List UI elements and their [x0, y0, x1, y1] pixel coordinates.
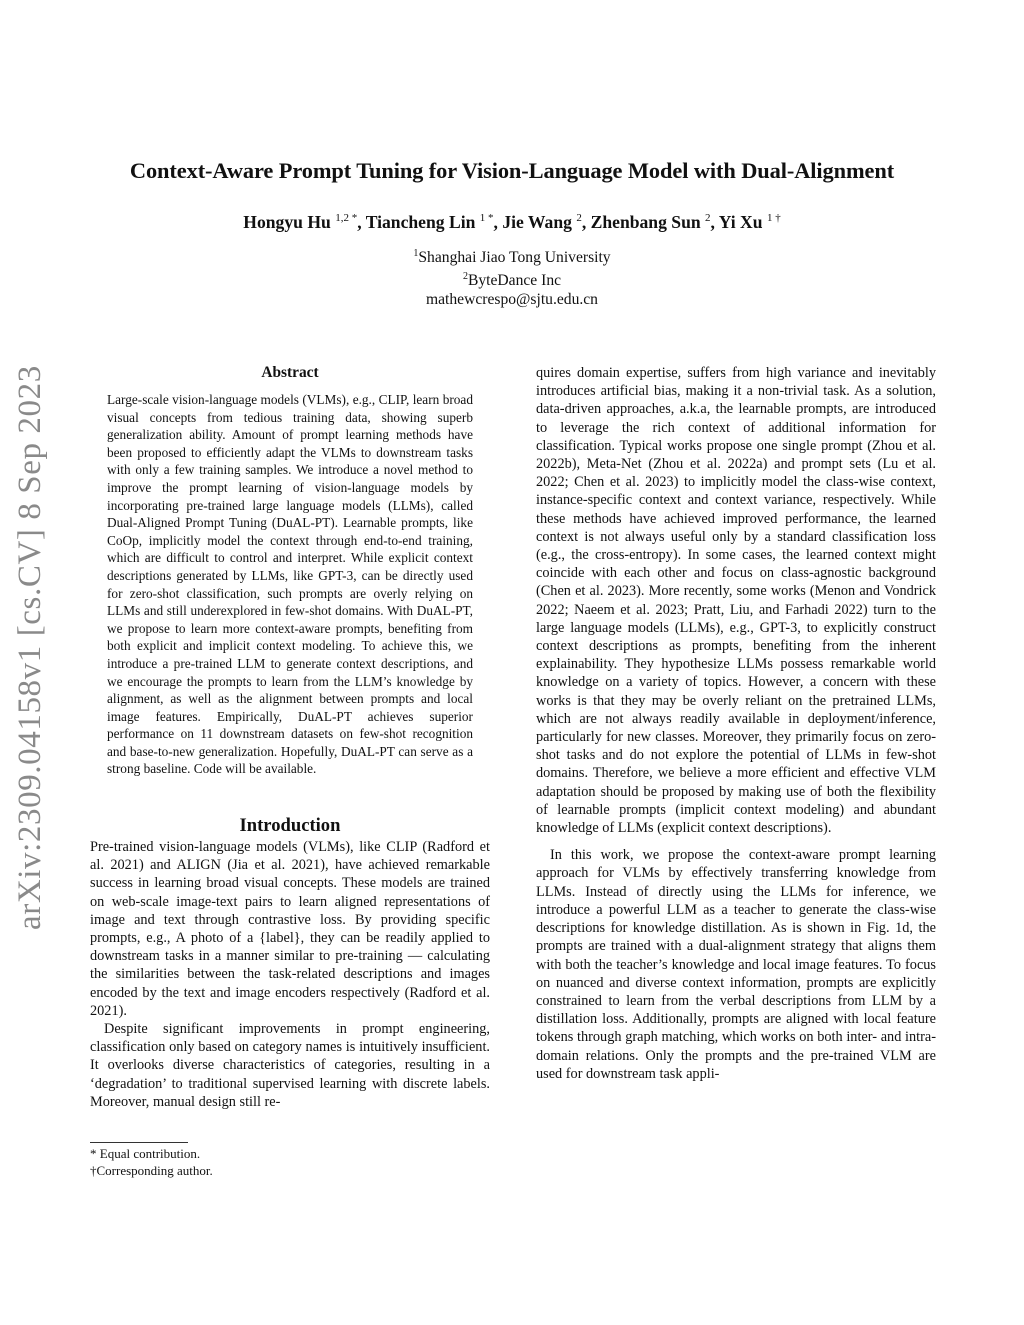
- author-affil-mark: 2: [705, 212, 711, 225]
- author-list: Hongyu Hu $^{1,2 *}$, Tiancheng Lin $^{1 *}$, Jie Wang $^2$, Zhenbang Sun $^2$, Yi Xu $^{1 \dagger}$: [243, 212, 781, 232]
- author-name: Yi Xu: [718, 212, 763, 232]
- abstract-paragraph: Large-scale vision-language models (VLMs), e.g., CLIP, learn broad visual concepts from tedious training data, showing superb generalization ability. Amount of prompt learning methods have been proposed to efficiently adapt the VLMs to downstream tasks with only a few training samples. We introduce a novel method to improve the prompt learning of vision-language models by incorporating pre-trained large language models (LLMs), called Dual-Aligned Prompt Tuning (DuAL-PT). Learnable prompts, like CoOp, implicitly model the context through end-to-end training, which are difficult to control and interpret. While explicit context descriptions generated by LLMs, like GPT-3, can be directly used for zero-shot classification, such prompts are overly relying on LLMs and still underexplored in few-shot domains. With DuAL-PT, we propose to learn more context-aware prompts, benefiting from both explicit and implicit context modeling. To achieve this, we introduce a pre-trained LLM to generate context descriptions, and we encourage the prompts to learn from the LLM’s knowledge by alignment, as well as the alignment between prompts and local image features. Empirically, DuAL-PT achieves superior performance on 11 downstream datasets on few-shot recognition and base-to-new generalization. Hopefully, DuAL-PT can serve as a strong baseline. Code will be available.: [107, 392, 473, 777]
- intro-paragraph: quires domain expertise, suffers from high variance and inevitably introduces artificial bias, making it a non-trivial task. As a solution, data-driven approaches, a.k.a, the learnable prompts, are introduced to leverage the rich context of additional information for classification. Typical works propose one single prompt (Zhou et al. 2022b), Meta-Net (Zhou et al. 2022a) and prompt sets (Lu et al. 2022; Chen et al. 2023) to implicitly model the class-wise context, instance-specific context and context variance, respectively. While these methods have achieved improved performance, the learned context is not always useful only by a standard classification loss (e.g., the cross-entropy). In some cases, the learned context might coincide with each other and focus on class-agnostic background (Chen et al. 2023). More recently, some works (Menon and Vondrick 2022; Naeem et al. 2023; Pratt, Liu, and Farhadi 2022) turn to the large language models (LLMs), e.g., GPT-3, to explicitly construct context descriptions as prompts, benefiting from the inherent explainability. They hypothesize LLMs possess remarkable world knowledge on a variety of topics. However, a concern with these works is that they may be overly reliant on the pretrained LLMs, which are not always readily available in deployment/inference, particularly for new classes. Moreover, they primarily focus on zero-shot tasks and do not explore the potential of LLMs in few-shot domains. Therefore, we believe a more efficient and effective VLM adaptation should be proposed by making use of both the flexibility of learnable prompts (implicit context modeling) and abundant knowledge of LLMs (explicit context descriptions).: [536, 365, 936, 837]
- section-heading-introduction: Introduction: [239, 815, 341, 836]
- author-email: mathewcrespo@sjtu.edu.cn: [426, 291, 598, 309]
- paper-title: Context-Aware Prompt Tuning for Vision-Language Model with Dual-Alignment: [129, 158, 895, 183]
- intro-paragraph: Pre-trained vision-language models (VLMs), like CLIP (Radford et al. 2021) and ALIGN (Jia et al. 2021), have achieved remarkable success in learning broad visual concepts. These models are trained on web-scale image-text pairs to learn aligned representations of image and text through contrastive loss. By providing specific prompts, e.g., A photo of a {label}, they can be readily applied to downstream tasks in a manner similar to pre-training — calculating the similarities between the task-related descriptions and images encoded by the text and image encoders respectively (Radford et al. 2021).: [90, 839, 490, 1019]
- author-name: Zhenbang Sun: [590, 212, 701, 232]
- affiliation: $^1$Shanghai Jiao Tong University: [413, 248, 611, 267]
- footnote: * Equal contribution.: [90, 1146, 201, 1161]
- affiliation: $^2$ByteDance Inc: [462, 271, 562, 290]
- author-name: Tiancheng Lin: [365, 212, 476, 232]
- intro-paragraph: Despite significant improvements in prompt engineering, classification only based on category names is intuitively insufficient. It overlooks diverse characteristics of categories, resulting in a ‘degradation’ to traditional supervised learning with discrete labels. Moreover, manual design still re-: [90, 1021, 490, 1110]
- abstract-body: [107, 391, 473, 778]
- left-column-body: [90, 838, 490, 1111]
- footnotes: [90, 1145, 213, 1179]
- right-column-body: [536, 364, 936, 1083]
- author-name: Jie Wang: [502, 212, 572, 232]
- author-affil-mark: 2: [576, 212, 582, 225]
- affiliations: [0, 244, 1024, 309]
- footnote-divider: [90, 1142, 188, 1143]
- arxiv-stamp: arXiv:2309.04158v1 [cs.CV] 8 Sep 2023: [12, 365, 48, 930]
- author-affil-mark: 1 *: [479, 212, 494, 225]
- author-affil-mark: 1 †: [766, 212, 781, 225]
- author-name: Hongyu Hu: [243, 212, 331, 232]
- author-affil-mark: 1,2 *: [335, 212, 358, 225]
- intro-paragraph: In this work, we propose the context-aware prompt learning approach for VLMs by effectively transferring knowledge from LLMs. Instead of directly using the LLMs for inference, we introduce a powerful LLM as a teacher to generate the class-wise descriptions for knowledge distillation. As is shown in Fig. 1d, the prompts are trained with a dual-alignment strategy that aligns them with both the teacher’s knowledge and local image features. To focus on nuanced and diverse context information, prompts are explicitly constrained to learn from the verbal descriptions from LLM by a distillation loss. Additionally, prompts are aligned with local feature tokens through graph matching, which works on both inter- and intra-domain relations. Only the prompts and the pre-trained VLM are used for downstream task appli-: [536, 847, 936, 1082]
- footnote: †Corresponding author.: [90, 1163, 213, 1178]
- abstract-heading: Abstract: [261, 364, 319, 381]
